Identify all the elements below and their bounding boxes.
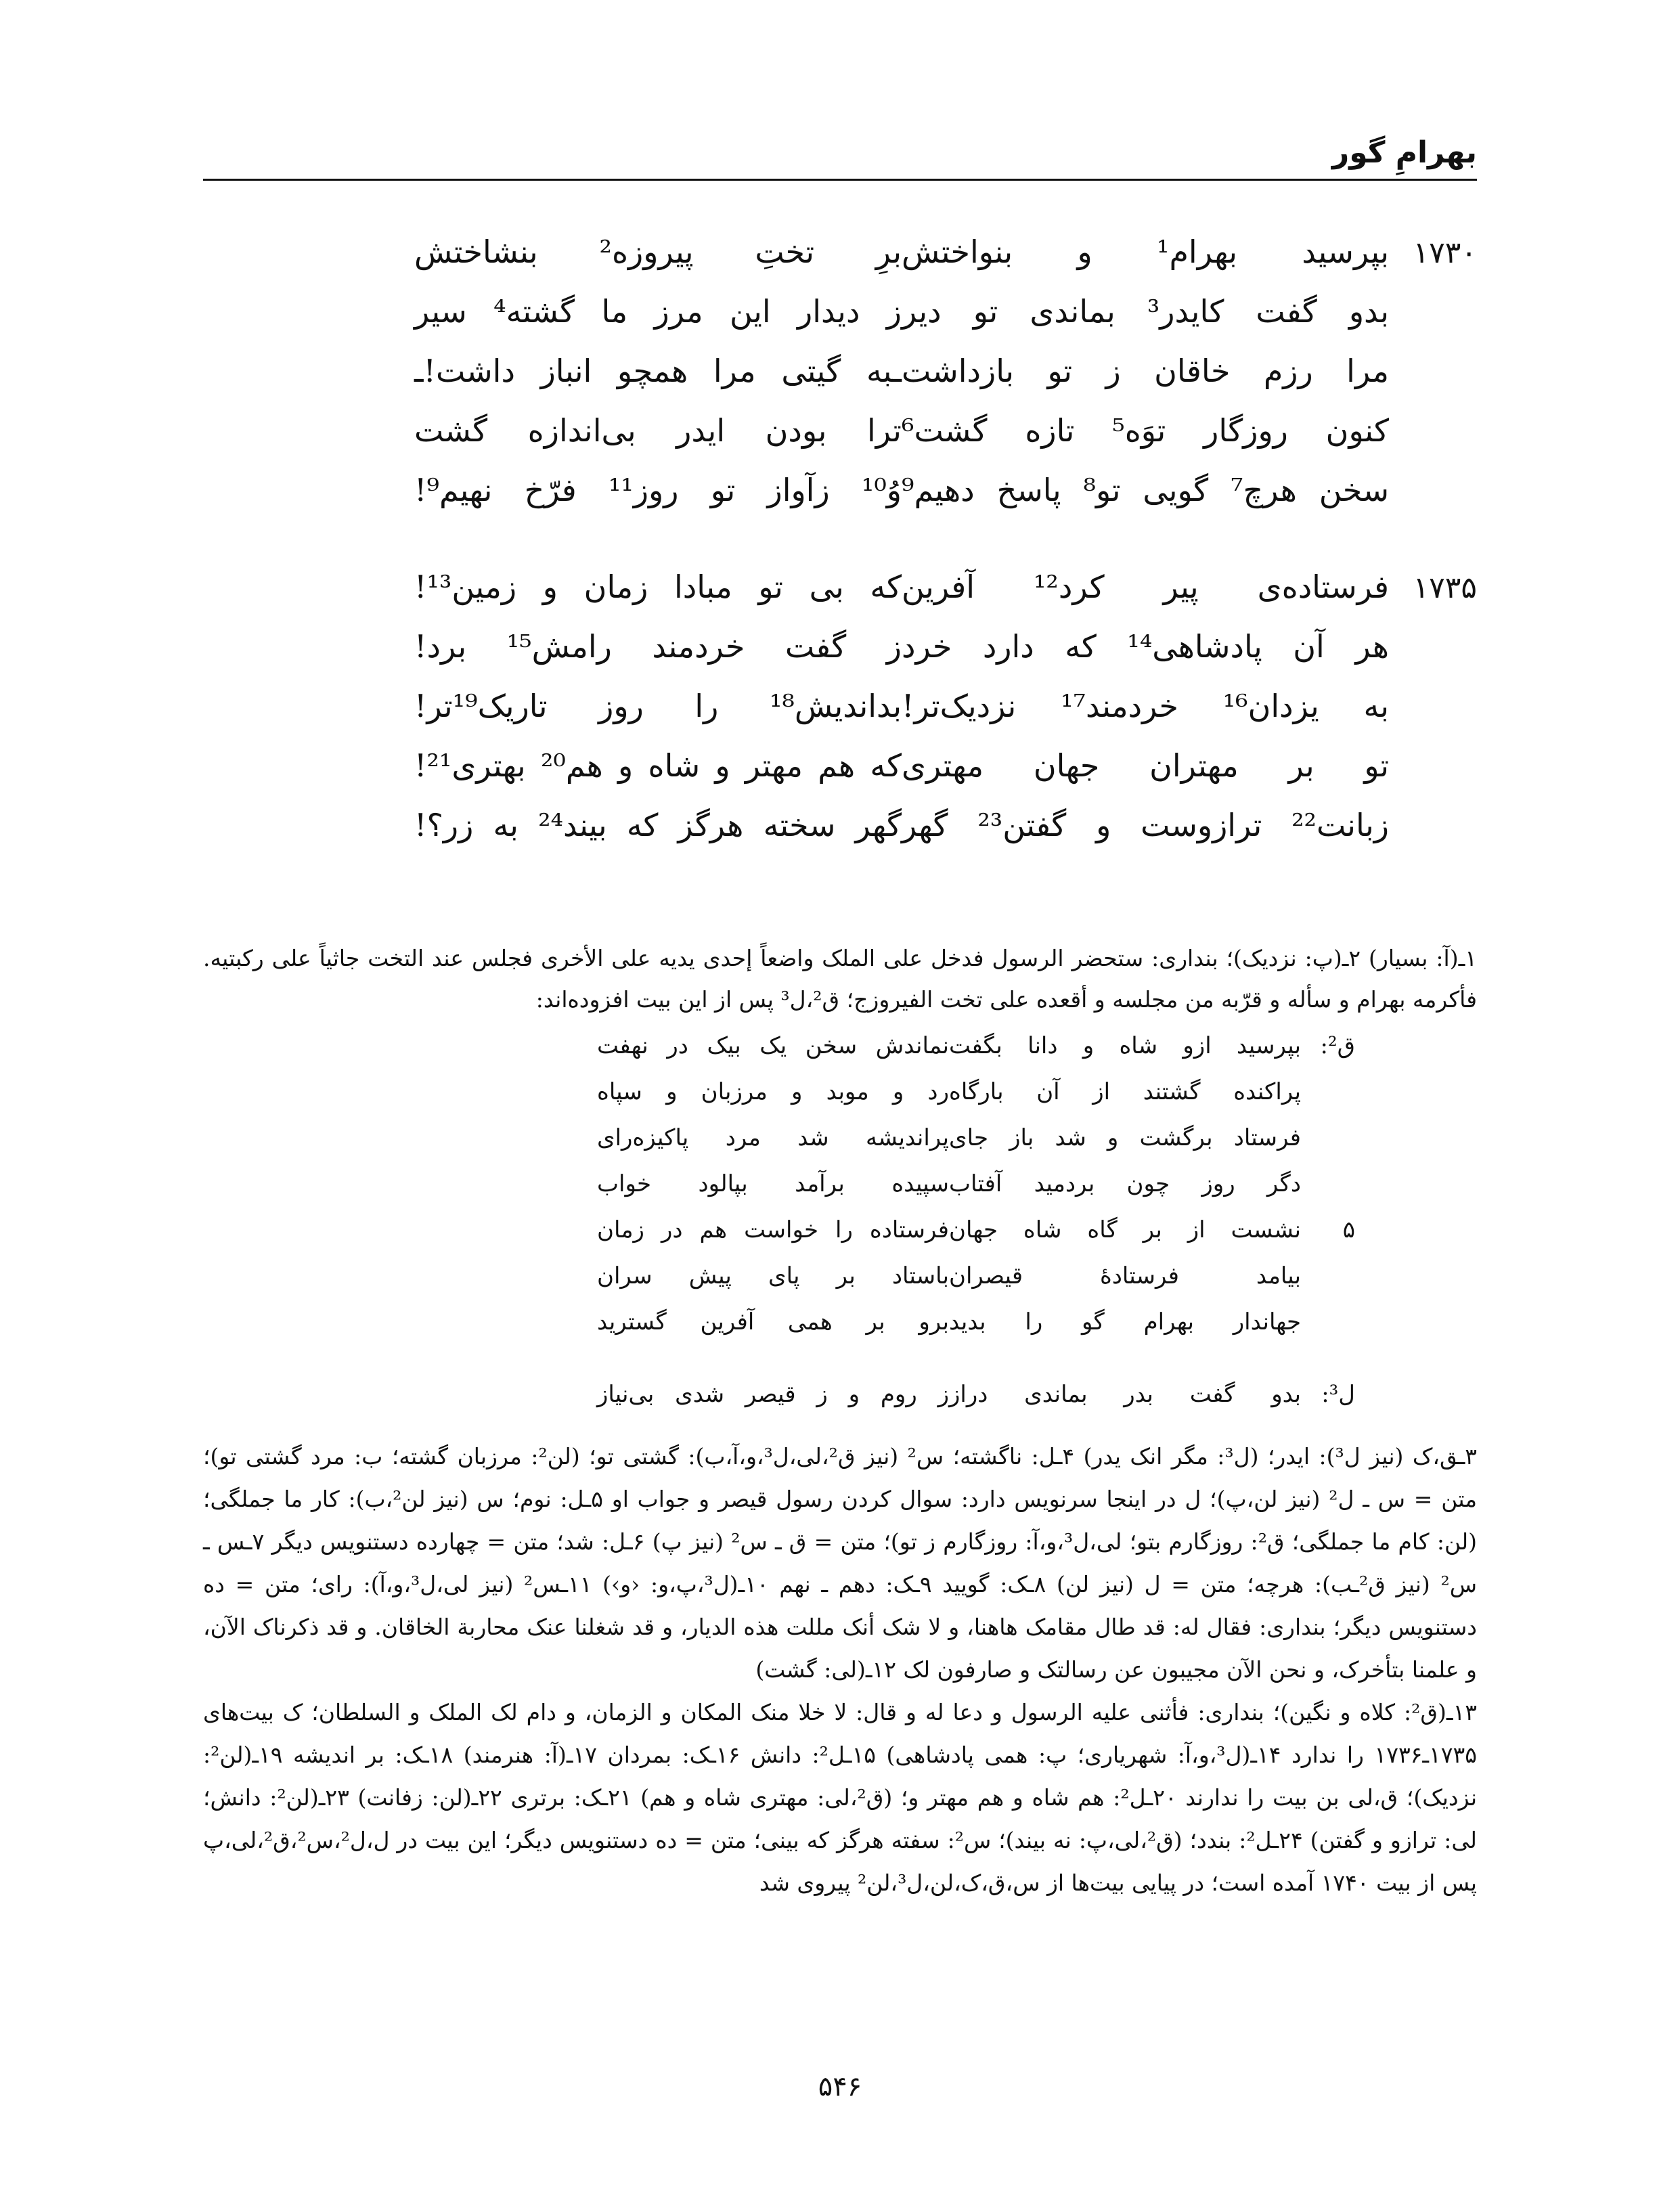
first-hemistich: بپرسید ازو شاه و دانا بگفت: [949, 1032, 1301, 1059]
second-hemistich: ز دیدار این مرز ما گشته⁴ سیر: [414, 293, 902, 330]
first-hemistich: بپرسید بهرام¹ و بنواختش: [902, 234, 1390, 270]
verse-line: [298, 472, 1477, 531]
verse-line: [298, 293, 1477, 353]
verse-line: [298, 807, 1477, 866]
second-hemistich: که هم مهتر و شاه و هم²⁰ بهتری²¹!: [414, 747, 902, 784]
second-hemistich: نماندش سخن یک بیک در نهفت: [597, 1032, 949, 1059]
first-hemistich: بیامد فرستادهٔ قیصران: [949, 1262, 1301, 1289]
variant-line: [420, 1262, 1355, 1308]
first-hemistich: مرا رزم خاقان ز تو بازداشت: [902, 353, 1389, 389]
footnotes-1-2: [203, 937, 1477, 1020]
second-hemistich: ز روم و ز قیصر شدی بی‌نیاز: [597, 1381, 949, 1408]
second-hemistich: باستاد بر پای پیش سران: [597, 1262, 949, 1289]
first-hemistich: جهاندار بهرام گو را بدید: [949, 1308, 1301, 1335]
page-number: ۵۴۶: [818, 2071, 862, 2102]
line-marker: ۵: [1342, 1216, 1355, 1243]
first-hemistich: هر آن پادشاهی¹⁴ که دارد خرد: [902, 628, 1390, 665]
variant-line: [420, 1078, 1355, 1124]
variant-line: [420, 1170, 1355, 1216]
verse-number: ۱۷۳۰: [1413, 236, 1477, 270]
footnote-paragraph: ۳ـق،ک (نیز ل³): ایدر؛ (ل³: مگر انک یدر) ۴ـل: ناگشته؛ س² (نیز ق²،لی،ل³،و،آ،ب): گشتی تو؛ (لن²: مرزبان گشته؛ ب: مرد گشتی تو)؛ متن = س ـ ل² (نیز لن،پ)؛ ل در اینجا سرنویس دارد: سوال کردن رسول قیصر و جواب او ۵ـل: نوم؛ س (نیز لن²،ب): کار ما جملگی؛ (لن: کام ما جملگی؛ ق²: روزگارم بتو؛ لی،ل³،و،آ: روزگارم ز تو)؛ متن = ق ـ س² (نیز پ) ۶ـل: شد؛ متن = چهارده دستنویس دیگر ۷ـس ـ س² (نیز ق²ـب): هرچه؛ متن = ل (نیز لن) ۸ـک: گویید ۹ـک: دهم ـ نهم ۱۰ـ(ل³،پ،و: ‹و›) ۱۱ـس² (نیز لی،ل³،و،آ): رای؛ متن = ده دستنویس دیگر؛ بنداری: فقال له: قد طال مقامک هاهنا، و لا شک أنک مللت هذه الدیار، و قد شغلنا عنک محاربة الخاقان. و قد ذکرناک الآن، و علمنا بتأخرک، و نحن الآن مجیبون عن رسالتک و صارفون لک ۱۲ـ(لی: گشت): [203, 1443, 1477, 1683]
variant-line: [420, 1381, 1355, 1427]
variant-line: [420, 1216, 1355, 1262]
running-title: بهرامِ گور: [1331, 135, 1477, 170]
first-hemistich: تو بر مهتران جهان مهتری: [902, 747, 1389, 784]
verse-line: [298, 569, 1477, 628]
first-hemistich: بدو گفت بدر بماندی دراز: [949, 1381, 1301, 1408]
verse-block-1730: [298, 234, 1477, 531]
verse-line: [298, 628, 1477, 688]
footnote-paragraph: ۱۳ـ(ق²: کلاه و نگین)؛ بنداری: فأثنی علیه الرسول و دعا له و قال: لا خلا منک المکان و الزمان، و دام لک الملک و السلطان؛ ک بیت‌های ۱۷۳۵ـ۱۷۳۶ را ندارد ۱۴ـ(ل³،و،آ: شهریاری؛ پ: همی پادشاهی) ۱۵ـل²: دانش ۱۶ـک: بمردان ۱۷ـ(آ: هنرمند) ۱۸ـک: بر اندیشه ۱۹ـ(لن²: نزدیک)؛ ق،لی بن بیت را ندارند ۲۰ـل²: هم شاه و هم مهتر و؛ (ق²،لی: مهتری شاه و هم) ۲۱ـک: برتری ۲۲ـ(لن: زفانت) ۲۳ـ(لن²: دانش؛ لی: ترازو و گفتن) ۲۴ـل²: بندد؛ (ق²،لی،پ: نه بیند)؛ س²: سفته هرگز که بینی؛ متن = ده دستنویس دیگر؛ این بیت در ل،ل²،س²،ق²،لی،پ پس از بیت ۱۷۴۰ آمده است؛ در پیایی بیت‌ها از س،ق،ک،لن،ل³،لن² پیروی شد: [203, 1699, 1478, 1896]
second-hemistich: برِ تختِ پیروزه² بنشاختش: [414, 234, 902, 270]
second-hemistich: که بی تو مبادا زمان و زمین¹³!: [414, 569, 902, 605]
variant-line: [420, 1032, 1355, 1078]
manuscript-siglum: ق²:: [1320, 1032, 1355, 1059]
variant-verses-q2: [420, 1032, 1355, 1354]
variant-line: [420, 1308, 1355, 1354]
verse-line: [298, 412, 1477, 472]
first-hemistich: به یزدان¹⁶ خردمند¹⁷ نزدیک‌تر!: [902, 688, 1389, 724]
second-hemistich: برو بر همی آفرین گسترید: [597, 1308, 949, 1335]
verse-line: [298, 688, 1477, 747]
footnote-paragraph: ۱ـ(آ: بسیار) ۲ـ(پ: نزدیک)؛ بنداری: ستحضر الرسول فدخل علی الملک واضعاً إحدی یدیه علی الأخری فجلس عند التخت جاثیاً علی رکبتیه. فأکرمه بهرام و سأله و قرّبه من مجلسه و أقعده علی تخت الفیروزج؛ ق²،ل³ پس از این بیت افزوده‌اند:: [203, 945, 1477, 1013]
second-hemistich: رد و موبد و مرزبان و سپاه: [597, 1078, 949, 1105]
second-hemistich: ز گفت خردمند رامش¹⁵ برد!: [414, 628, 902, 665]
verse-line: [298, 747, 1477, 807]
second-hemistich: گهر سخته هرگز که بیند²⁴ به زر؟!: [414, 807, 902, 843]
second-hemistich: وُ¹⁰ زآواز تو روز¹¹ فرّخ نهیم⁹!: [414, 472, 902, 508]
first-hemistich: فرستاد برگشت و شد باز جای: [949, 1124, 1301, 1151]
first-hemistich: دگر روز چون بردمید آفتاب: [949, 1170, 1301, 1197]
first-hemistich: فرستاده‌ی پیر کرد¹² آفرین: [902, 569, 1389, 605]
variant-line: [420, 1124, 1355, 1170]
verse-number: ۱۷۳۵: [1413, 571, 1477, 605]
second-hemistich: بداندیش¹⁸ را روز تاریک¹⁹تر!: [414, 688, 902, 724]
first-hemistich: بدو گفت کایدر³ بماندی تو دیر: [902, 293, 1390, 330]
second-hemistich: ترا بودن ایدر بی‌اندازه گشت: [414, 412, 902, 449]
variant-verse-l3: [420, 1381, 1355, 1427]
second-hemistich: سپیده برآمد بپالود خواب: [597, 1170, 949, 1197]
footnotes-3-24: [203, 1435, 1477, 1904]
second-hemistich: فرستاده را خواست هم در زمان: [597, 1216, 949, 1243]
verse-line: [298, 234, 1477, 293]
first-hemistich: سخن هرچ⁷ گویی تو⁸ پاسخ دهیم⁹: [902, 472, 1389, 508]
first-hemistich: نشست از بر گاه شاه جهان: [949, 1216, 1301, 1243]
verse-block-1735: [298, 569, 1477, 866]
first-hemistich: زبانت²² ترازوست و گفتن²³ گهر: [902, 807, 1390, 843]
first-hemistich: پراکنده گشتند از آن بارگاه: [949, 1078, 1301, 1105]
verse-line: [298, 353, 1477, 412]
manuscript-siglum: ل³:: [1321, 1381, 1355, 1408]
second-hemistich: پراندیشه شد مرد پاکیزه‌رای: [597, 1124, 949, 1151]
first-hemistich: کنون روزگار توَه⁵ تازه گشت⁶: [902, 412, 1389, 449]
header-rule: [203, 179, 1477, 181]
second-hemistich: ـبه گیتی مرا همچو انباز داشت!ـ: [414, 353, 902, 389]
